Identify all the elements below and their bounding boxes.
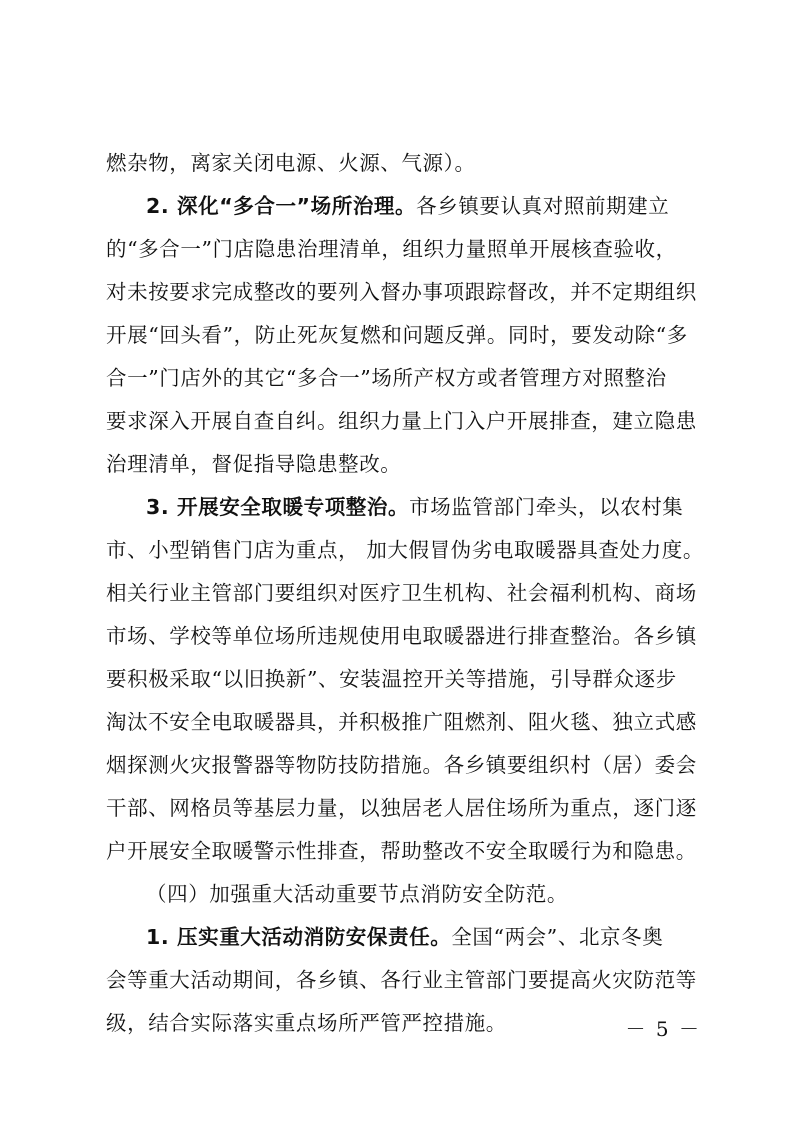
line-text: 市场、学校等单位场所违规使用电取暖器进行排查整治。各乡镇 bbox=[106, 624, 697, 648]
paragraph-line bbox=[146, 922, 690, 952]
line-text: 市、小型销售门店为重点， 加大假冒伪劣电取暖器具查处力度。 bbox=[106, 538, 704, 562]
section-heading: 1. 压实重大活动消防安保责任。 bbox=[146, 925, 452, 949]
line-text: 会等重大活动期间，各乡镇、各行业主管部门要提高火灾防范等 bbox=[106, 968, 697, 992]
paragraph-line bbox=[106, 449, 690, 479]
line-text: 淘汰不安全电取暖器具，并积极推广阻燃剂、阻火毯、独立式感 bbox=[106, 710, 697, 734]
line-text: 全国“两会”、北京冬奥 bbox=[451, 925, 664, 949]
section-heading: 3. 开展安全取暖专项整治。 bbox=[146, 495, 410, 519]
paragraph-line bbox=[106, 664, 690, 694]
page-number: － 5 － bbox=[625, 1017, 701, 1041]
line-text: 的“多合一”门店隐患治理清单，组织力量照单开展核查验收， bbox=[106, 237, 677, 261]
line-text: 户开展安全取暖警示性排查，帮助整改不安全取暖行为和隐患。 bbox=[106, 839, 697, 863]
paragraph-line bbox=[106, 836, 697, 866]
subsection-heading: （四）加强重大活动重要节点消防安全防范。 bbox=[146, 882, 568, 906]
paragraph-line bbox=[106, 234, 690, 264]
paragraph-line bbox=[106, 148, 690, 178]
paragraph-line bbox=[146, 492, 690, 522]
line-text: 市场监管部门牵头，以农村集 bbox=[409, 495, 684, 519]
line-text: 干部、网格员等基层力量，以独居老人居住场所为重点，逐门逐 bbox=[106, 796, 697, 820]
subsection-heading-line bbox=[146, 879, 690, 909]
paragraph-line bbox=[106, 277, 697, 307]
paragraph-line bbox=[106, 965, 697, 995]
line-text: 对未按要求完成整改的要列入督办事项跟踪督改，并不定期组织 bbox=[106, 280, 697, 304]
paragraph-line bbox=[106, 406, 697, 436]
line-text: 相关行业主管部门要组织对医疗卫生机构、社会福利机构、商场 bbox=[106, 581, 697, 605]
paragraph-line bbox=[106, 793, 697, 823]
paragraph-line bbox=[106, 750, 697, 780]
section-heading: 2. 深化“多合一”场所治理。 bbox=[146, 194, 417, 218]
line-text: 级，结合实际落实重点场所严管严控措施。 bbox=[106, 1011, 507, 1035]
paragraph-line bbox=[106, 363, 690, 393]
paragraph-line bbox=[106, 621, 697, 651]
paragraph-line bbox=[106, 1008, 690, 1038]
line-text: 各乡镇要认真对照前期建立 bbox=[416, 194, 670, 218]
paragraph-line bbox=[106, 320, 690, 350]
line-text: 燃杂物，离家关闭电源、火源、气源）。 bbox=[106, 151, 476, 175]
line-text: 烟探测火灾报警器等物防技防措施。各乡镇要组织村（居）委会 bbox=[106, 753, 697, 777]
line-text: 要积极采取“以旧换新”、安装温控开关等措施，引导群众逐步 bbox=[106, 667, 677, 691]
line-text: 要求深入开展自查自纠。组织力量上门入户开展排查，建立隐患 bbox=[106, 409, 697, 433]
line-text: 治理清单，督促指导隐患整改。 bbox=[106, 452, 402, 476]
paragraph-line bbox=[106, 578, 697, 608]
paragraph-line bbox=[106, 707, 697, 737]
line-text: 合一”门店外的其它“多合一”场所产权方或者管理方对照整治 bbox=[106, 366, 667, 390]
paragraph-line bbox=[146, 191, 690, 221]
paragraph-line bbox=[106, 535, 704, 565]
line-text: 开展“回头看”，防止死灰复燃和问题反弹。同时，要发动除“多 bbox=[106, 323, 688, 347]
